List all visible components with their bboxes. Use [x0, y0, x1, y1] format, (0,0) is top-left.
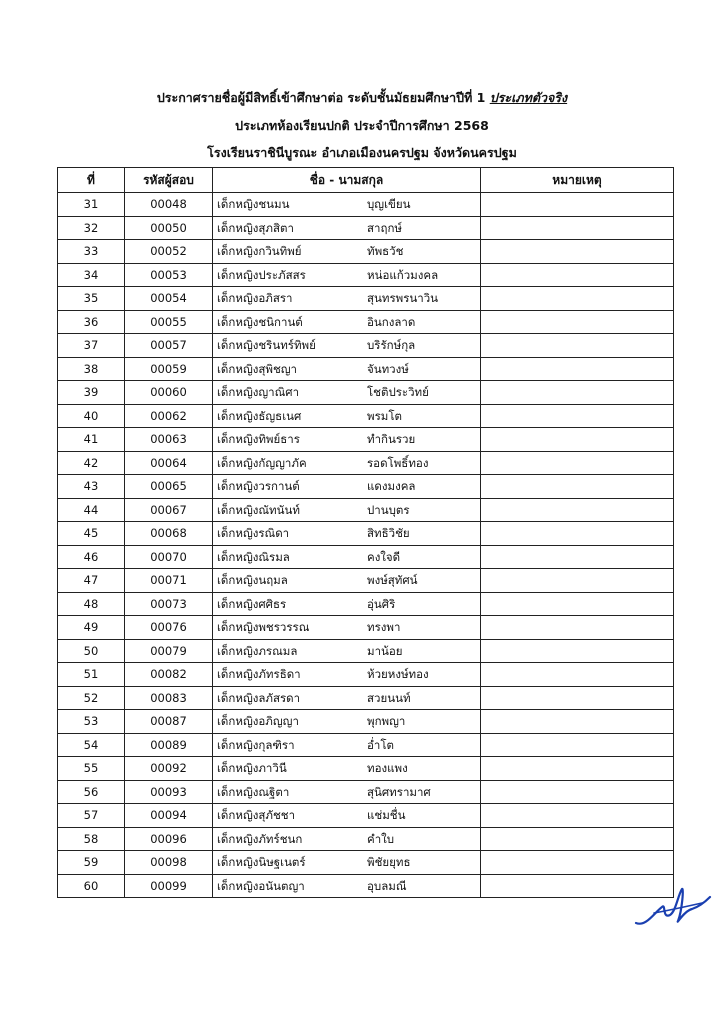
row-full-name: [213, 804, 481, 828]
table-row: [58, 451, 674, 475]
row-exam-code: 00048: [125, 193, 213, 217]
table-body: [58, 193, 674, 898]
row-remarks: [481, 592, 674, 616]
row-exam-code: 00089: [125, 733, 213, 757]
row-remarks: [481, 193, 674, 217]
table-row: [58, 851, 674, 875]
table-row: [58, 381, 674, 405]
table-row: [58, 757, 674, 781]
row-first-name: เด็กหญิงทิพย์ธาร: [217, 432, 300, 446]
row-last-name: จันทวงษ์: [367, 361, 409, 376]
row-first-name: เด็กหญิงพชรวรรณ: [217, 620, 310, 634]
row-first-name: เด็กหญิงกุลฑิรา: [217, 737, 295, 752]
row-first-name: เด็กหญิงชนมน: [217, 197, 290, 211]
row-first-name: เด็กหญิงกัญญาภัค: [217, 455, 307, 470]
row-remarks: [481, 569, 674, 593]
row-remarks: [481, 522, 674, 546]
row-number: 39: [58, 381, 125, 405]
row-first-name: เด็กหญิงรณิดา: [217, 526, 290, 540]
row-remarks: [481, 381, 674, 405]
table-row: [58, 475, 674, 499]
row-exam-code: 00062: [125, 404, 213, 428]
row-number: 43: [58, 475, 125, 499]
row-number: 36: [58, 310, 125, 334]
table-row: [58, 310, 674, 334]
row-last-name: อ่ำโต: [367, 737, 395, 752]
header-name: ชื่อ - นามสกุล: [213, 168, 481, 193]
row-full-name: [213, 545, 481, 569]
row-exam-code: 00054: [125, 287, 213, 311]
row-number: 32: [58, 216, 125, 240]
row-last-name: ทัพธวัช: [367, 244, 404, 258]
row-last-name: ห้วยหงษ์ทอง: [367, 667, 429, 681]
row-full-name: [213, 310, 481, 334]
table-row: [58, 710, 674, 734]
row-exam-code: 00052: [125, 240, 213, 264]
row-last-name: พิชัยยุทธ: [367, 855, 411, 869]
row-first-name: เด็กหญิงศศิธร: [217, 596, 287, 611]
row-first-name: เด็กหญิงอนันตญา: [217, 878, 305, 893]
row-full-name: [213, 639, 481, 663]
row-first-name: เด็กหญิงนฤมล: [217, 573, 288, 587]
row-full-name: [213, 404, 481, 428]
row-full-name: [213, 475, 481, 499]
row-first-name: เด็กหญิงชนิกานต์: [217, 314, 303, 329]
row-exam-code: 00055: [125, 310, 213, 334]
row-number: 45: [58, 522, 125, 546]
row-first-name: เด็กหญิงณิรมล: [217, 549, 290, 564]
row-number: 49: [58, 616, 125, 640]
row-number: 31: [58, 193, 125, 217]
row-last-name: สาฤกษ์: [367, 220, 402, 235]
row-last-name: แช่มชื่น: [367, 808, 406, 822]
row-last-name: คำใบ: [367, 831, 395, 846]
row-remarks: [481, 498, 674, 522]
row-full-name: [213, 851, 481, 875]
table-row: [58, 569, 674, 593]
table-row: [58, 428, 674, 452]
table-row: [58, 686, 674, 710]
row-remarks: [481, 663, 674, 687]
row-exam-code: 00094: [125, 804, 213, 828]
row-remarks: [481, 545, 674, 569]
row-number: 33: [58, 240, 125, 264]
student-list-table: [57, 167, 674, 898]
row-number: 56: [58, 780, 125, 804]
row-remarks: [481, 451, 674, 475]
row-remarks: [481, 757, 674, 781]
row-number: 42: [58, 451, 125, 475]
row-number: 55: [58, 757, 125, 781]
row-remarks: [481, 475, 674, 499]
row-remarks: [481, 616, 674, 640]
row-last-name: ทองแพง: [367, 761, 408, 775]
row-number: 40: [58, 404, 125, 428]
row-remarks: [481, 780, 674, 804]
row-first-name: เด็กหญิงภัทรธิดา: [217, 667, 301, 681]
row-full-name: [213, 216, 481, 240]
row-last-name: สุนทรพรนาวิน: [367, 291, 439, 305]
row-number: 48: [58, 592, 125, 616]
row-last-name: อุ่นศิริ: [367, 596, 396, 611]
table-row: [58, 804, 674, 828]
row-full-name: [213, 827, 481, 851]
row-exam-code: 00053: [125, 263, 213, 287]
row-first-name: เด็กหญิงกวินทิพย์: [217, 244, 302, 258]
table-row: [58, 827, 674, 851]
row-number: 38: [58, 357, 125, 381]
row-number: 57: [58, 804, 125, 828]
row-full-name: [213, 592, 481, 616]
row-first-name: เด็กหญิงชรินทร์ทิพย์: [217, 338, 316, 352]
row-last-name: อินกงลาด: [367, 314, 416, 329]
row-full-name: [213, 240, 481, 264]
row-exam-code: 00079: [125, 639, 213, 663]
row-number: 35: [58, 287, 125, 311]
row-number: 34: [58, 263, 125, 287]
heading-line-1: [0, 88, 724, 108]
row-first-name: เด็กหญิงญาณิศา: [217, 385, 300, 399]
row-last-name: ทรงพา: [367, 620, 401, 634]
row-full-name: [213, 451, 481, 475]
row-full-name: [213, 663, 481, 687]
row-exam-code: 00068: [125, 522, 213, 546]
heading-line-2: ประเภทห้องเรียนปกติ ประจำปีการศึกษา 2568: [235, 118, 489, 133]
table-row: [58, 357, 674, 381]
row-last-name: สิทธิวิชัย: [367, 526, 410, 540]
row-first-name: เด็กหญิงภัทร์ชนก: [217, 831, 303, 846]
heading-category: ประเภทตัวจริง: [489, 90, 568, 105]
row-last-name: พรมโต: [367, 408, 402, 423]
row-exam-code: 00087: [125, 710, 213, 734]
row-first-name: เด็กหญิงณฐิตา: [217, 784, 290, 799]
row-full-name: [213, 757, 481, 781]
table-row: [58, 287, 674, 311]
row-full-name: [213, 287, 481, 311]
row-number: 60: [58, 874, 125, 898]
table-row: [58, 334, 674, 358]
row-first-name: เด็กหญิงนิษฐเนตร์: [217, 855, 306, 869]
row-last-name: พงษ์สุทัศน์: [367, 573, 418, 587]
row-number: 37: [58, 334, 125, 358]
row-last-name: แดงมงคล: [367, 479, 416, 493]
row-exam-code: 00083: [125, 686, 213, 710]
row-full-name: [213, 780, 481, 804]
row-exam-code: 00063: [125, 428, 213, 452]
row-remarks: [481, 216, 674, 240]
row-first-name: เด็กหญิงวรกานต์: [217, 479, 300, 493]
row-exam-code: 00057: [125, 334, 213, 358]
row-number: 47: [58, 569, 125, 593]
row-last-name: ทำกินรวย: [367, 432, 416, 446]
row-first-name: เด็กหญิงลภัสรดา: [217, 690, 301, 705]
row-first-name: เด็กหญิงณัทนันท์: [217, 502, 300, 517]
row-exam-code: 00099: [125, 874, 213, 898]
row-first-name: เด็กหญิงประภัสสร: [217, 267, 306, 282]
table-row: [58, 733, 674, 757]
row-remarks: [481, 263, 674, 287]
row-exam-code: 00067: [125, 498, 213, 522]
row-first-name: เด็กหญิงภรณมล: [217, 643, 298, 658]
row-full-name: [213, 522, 481, 546]
row-remarks: [481, 827, 674, 851]
row-first-name: เด็กหญิงอภิสรา: [217, 291, 293, 305]
row-remarks: [481, 710, 674, 734]
row-remarks: [481, 733, 674, 757]
row-first-name: เด็กหญิงสุภสิตา: [217, 220, 294, 235]
table-row: [58, 263, 674, 287]
row-number: 46: [58, 545, 125, 569]
table-row: [58, 663, 674, 687]
row-remarks: [481, 357, 674, 381]
row-first-name: เด็กหญิงธัญธเนศ: [217, 408, 302, 423]
header-remarks: หมายเหตุ: [481, 168, 674, 193]
row-exam-code: 00073: [125, 592, 213, 616]
row-last-name: โชติประวิทย์: [367, 385, 429, 399]
row-first-name: เด็กหญิงอภิญญา: [217, 714, 299, 728]
row-full-name: [213, 616, 481, 640]
table-row: [58, 616, 674, 640]
row-number: 51: [58, 663, 125, 687]
row-remarks: [481, 639, 674, 663]
row-number: 41: [58, 428, 125, 452]
table-row: [58, 240, 674, 264]
row-full-name: [213, 686, 481, 710]
row-exam-code: 00082: [125, 663, 213, 687]
row-exam-code: 00071: [125, 569, 213, 593]
row-last-name: หน่อแก้วมงคล: [367, 267, 439, 282]
table-header-row: [58, 168, 674, 193]
table-row: [58, 498, 674, 522]
row-last-name: บริรักษ์กุล: [367, 338, 416, 352]
row-last-name: สุนิศทรามาศ: [367, 784, 431, 799]
table-row: [58, 592, 674, 616]
row-exam-code: 00076: [125, 616, 213, 640]
row-number: 53: [58, 710, 125, 734]
row-remarks: [481, 287, 674, 311]
row-exam-code: 00070: [125, 545, 213, 569]
table-row: [58, 639, 674, 663]
row-remarks: [481, 686, 674, 710]
heading-line-3: โรงเรียนราชินีบูรณะ อำเภอเมืองนครปฐม จังหวัดนครปฐม: [207, 145, 517, 160]
row-exam-code: 00060: [125, 381, 213, 405]
heading-main: ประกาศรายชื่อผู้มีสิทธิ์เข้าศึกษาต่อ ระดับชั้นมัธยมศึกษาปีที่ 1: [156, 90, 490, 105]
table-row: [58, 193, 674, 217]
row-full-name: [213, 874, 481, 898]
row-number: 44: [58, 498, 125, 522]
row-exam-code: 00064: [125, 451, 213, 475]
row-number: 52: [58, 686, 125, 710]
row-last-name: บุญเขียน: [367, 197, 411, 211]
row-remarks: [481, 404, 674, 428]
row-exam-code: 00096: [125, 827, 213, 851]
row-last-name: มาน้อย: [367, 643, 403, 658]
row-remarks: [481, 240, 674, 264]
row-first-name: เด็กหญิงสุภัชชา: [217, 808, 296, 822]
row-full-name: [213, 357, 481, 381]
row-last-name: พุกพญา: [367, 714, 406, 728]
row-number: 58: [58, 827, 125, 851]
row-full-name: [213, 569, 481, 593]
row-exam-code: 00092: [125, 757, 213, 781]
row-full-name: [213, 428, 481, 452]
row-remarks: [481, 428, 674, 452]
row-full-name: [213, 263, 481, 287]
row-remarks: [481, 310, 674, 334]
table-row: [58, 522, 674, 546]
row-first-name: เด็กหญิงสุพิชญา: [217, 361, 298, 376]
row-number: 59: [58, 851, 125, 875]
row-last-name: อุบลมณี: [367, 878, 407, 893]
row-last-name: สวยนนท์: [367, 690, 411, 705]
row-exam-code: 00065: [125, 475, 213, 499]
header-number: ที่: [58, 168, 125, 193]
table-row: [58, 874, 674, 898]
table-row: [58, 216, 674, 240]
row-number: 50: [58, 639, 125, 663]
row-exam-code: 00050: [125, 216, 213, 240]
row-last-name: ปานบุตร: [367, 502, 410, 517]
table-row: [58, 545, 674, 569]
table-row: [58, 780, 674, 804]
row-remarks: [481, 851, 674, 875]
row-exam-code: 00059: [125, 357, 213, 381]
row-full-name: [213, 733, 481, 757]
header-exam-code: รหัสผู้สอบ: [125, 168, 213, 193]
row-number: 54: [58, 733, 125, 757]
row-full-name: [213, 498, 481, 522]
row-last-name: คงใจดี: [367, 549, 401, 564]
row-full-name: [213, 381, 481, 405]
table-row: [58, 404, 674, 428]
row-remarks: [481, 804, 674, 828]
row-remarks: [481, 334, 674, 358]
row-full-name: [213, 193, 481, 217]
row-last-name: รอดโพธิ์ทอง: [367, 455, 429, 470]
signature: [632, 883, 712, 933]
row-exam-code: 00098: [125, 851, 213, 875]
row-exam-code: 00093: [125, 780, 213, 804]
row-full-name: [213, 710, 481, 734]
row-first-name: เด็กหญิงภาวินี: [217, 761, 287, 775]
row-full-name: [213, 334, 481, 358]
